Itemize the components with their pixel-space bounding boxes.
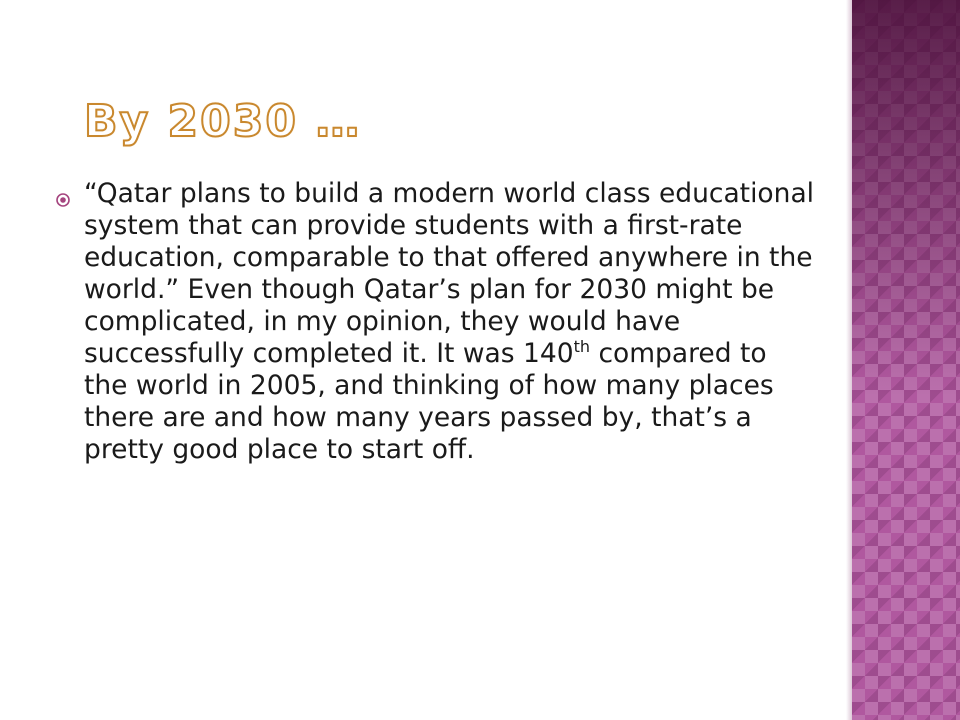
decorative-side-panel (852, 0, 960, 720)
circle-target-bullet-icon (56, 193, 70, 207)
bullet-item (56, 178, 816, 466)
slide-title: By 2030 … (84, 96, 362, 147)
bullet-text-main: “Qatar plans to build a modern world class educational system that can provide students with a first-rate education, comparable to that offered anywhere in the world.” Even though Qatar’s plan for 2030 might be complicated, in my opinion, they would have successfully completed it. It was 140 (84, 178, 815, 369)
ordinal-superscript: th (573, 337, 591, 357)
bullet-text-continued: compared to the world in 2005, and thinking of how many places there are and how many years passed by, that’s a pretty good place to start off. (84, 338, 774, 465)
bullet-text (84, 178, 816, 466)
